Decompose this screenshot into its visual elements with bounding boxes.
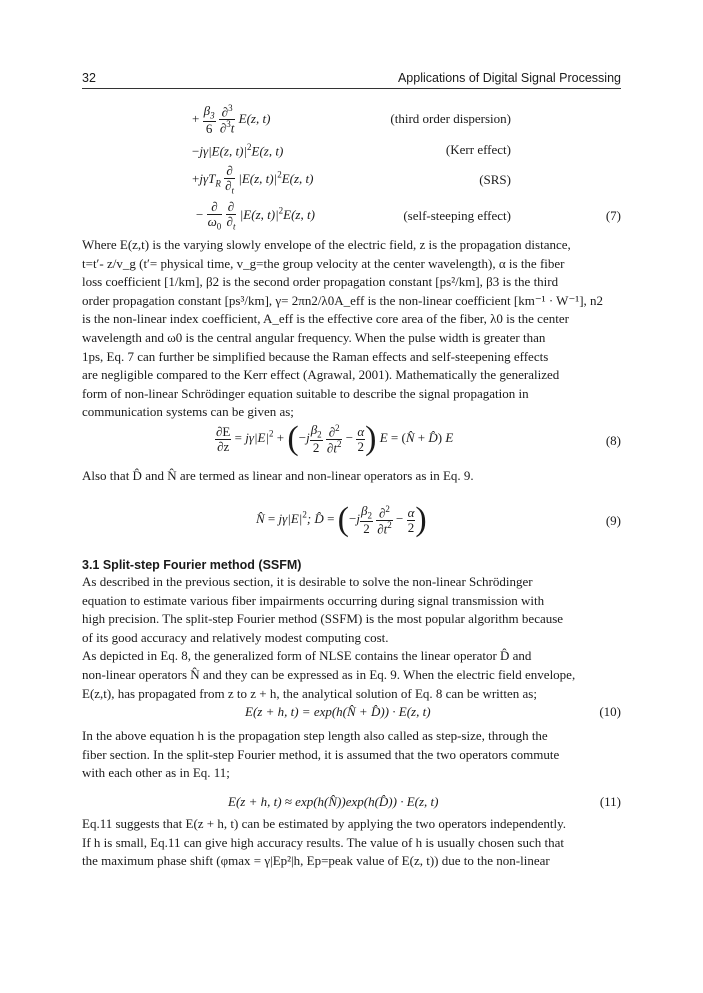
paragraph-3	[82, 573, 621, 703]
paragraph-5	[82, 815, 621, 871]
p3-line-6: non-linear operators N̂ and they can be expressed as in Eq. 9. When the electric field envelope,	[82, 666, 576, 682]
p4-line-2: fiber section. In the split-step Fourier method, it is assumed that the two operators commute	[82, 746, 560, 762]
eq9: N̂ = $j\gamma|E|^2$; D̂ = (−j $\frac{\beta_2}{2}$ $\frac{\partial^2}{\partial t^2}$ − $\frac{\alpha}{2}$ )	[256, 501, 427, 538]
p4-line-3: with each other as in Eq. 11;	[82, 765, 230, 781]
page-number: 32	[82, 71, 96, 85]
p5-line-3: the maximum phase shift (φmax = γ|Ep²|h, Ep=peak value of E(z, t)) due to the non-linear	[82, 853, 550, 869]
eq7-note-1: (third order dispersion)	[390, 111, 511, 126]
p1-line-8: are negligible compared to the Kerr effect (Agrawal, 2001). Mathematically the generalized	[82, 367, 560, 383]
p3-line-7: E(z,t), has propagated from z to z + h, the analytical solution of Eq. 8 can be written as;	[82, 685, 537, 701]
p3-line-1: As described in the previous section, it is desirable to solve the non-linear Schrödinger	[82, 574, 533, 589]
p1-line-2: t=t′- z/v_g (t′= physical time, v_g=the group velocity at the center wavelength), α is the fiber	[82, 255, 565, 271]
paragraph-2	[82, 467, 621, 486]
eq7-line4: − $\frac{\partial}{\omega_0}$ $\frac{\partial}{\partial_t}$ |E(z, $t)|^2E(z$, t)	[196, 199, 315, 232]
eq7-line2: −jγ|E(z, $t)|^2E(z$, t)	[192, 142, 284, 159]
p3-line-5: As depicted in Eq. 8, the generalized form of NLSE contains the linear operator D̂ and	[82, 648, 532, 664]
p1-line-6: wavelength and ω0 is the central angular frequency. When the pulse width is greater than	[82, 329, 546, 345]
p5-line-1: Eq.11 suggests that E(z + h, t) can be estimated by applying the two operators independently.	[82, 816, 566, 831]
p1-line-3: loss coefficient [1/km], β2 is the second order propagation constant [ps²/km], β3 is the third	[82, 274, 559, 290]
running-title: Applications of Digital Signal Processing	[397, 71, 621, 85]
p3-line-3: high precision. The split-step Fourier method (SSFM) is the most popular algorithm because	[82, 611, 564, 627]
eq7-note-4: (self-steeping effect)	[403, 208, 511, 223]
eq7-note-3: (SRS)	[479, 172, 511, 187]
p1-line-10: communication systems can be given as;	[82, 404, 294, 420]
p1-line-4: order propagation constant [ps³/km], γ= 2πn2/λ0A_eff is the non-linear coefficient [km⁻¹ · W⁻¹], n2	[82, 292, 604, 308]
eq7-note-2: (Kerr effect)	[445, 142, 511, 157]
p3-line-4: of its good accuracy and relatively modest computing cost.	[82, 629, 389, 645]
p1-line-1: Where E(z,t) is the varying slowly envelope of the electric field, z is the propagation distance,	[82, 237, 571, 252]
eq8-number: (8)	[605, 433, 621, 448]
eq7-line1: + $\frac{\beta_3}{6}$ $\frac{\partial^3}{\partial^3t}$ E(z, t)	[192, 103, 271, 137]
p1-line-5: is the non-linear index coefficient, A_eff is the effective core area of the fiber, λ0 is the center	[82, 311, 569, 327]
eq11: E(z + h, t) ≈ exp(h(N̂))exp(h(D̂)) · E(z, t)	[228, 794, 439, 809]
paragraph-4	[82, 727, 621, 783]
page-header	[82, 71, 621, 89]
eq11-number: (11)	[599, 794, 621, 809]
p3-line-2: equation to estimate various fiber impairments occurring during signal transmission with	[82, 592, 545, 608]
eq10: E(z + h, t) = exp(h(N̂ + D̂)) · E(z, t)	[245, 704, 431, 719]
p1-line-7: 1ps, Eq. 7 can further be simplified because the Raman effects and self-steepening effects	[82, 348, 549, 364]
p5-line-2: If h is small, Eq.11 can give high accuracy results. The value of h is usually chosen such that	[82, 834, 564, 850]
eq10-number: (10)	[599, 704, 621, 719]
p1-line-9: form of non-linear Schrödinger equation suitable to describe the signal propagation in	[82, 385, 529, 401]
header-rule	[82, 88, 621, 89]
p4-line-1: In the above equation h is the propagation step length also called as step-size, through the	[82, 728, 548, 743]
eq7-number: (7)	[605, 208, 621, 223]
eq7-line3: +jγT$_R$ $\frac{\partial}{\partial_t}$ |E(z, $t)|^2E(z$, t)	[192, 163, 314, 196]
paragraph-1	[82, 236, 621, 422]
eq9-number: (9)	[605, 513, 621, 528]
section-heading: 3.1 Split-step Fourier method (SSFM)	[82, 558, 302, 572]
eq8: $\frac{\partial E}{\partial z}$ = $j\gamma|E|^2 + (-j$ $\frac{\beta_2}{2}$ $\frac{\partial^2}{\partial t^2}$ − $\frac{\alpha}{2}$ ) E = (N̂ + D̂) E	[216, 420, 454, 457]
p2-line-1: Also that D̂ and N̂ are termed as linear and non-linear operators as in Eq. 9.	[82, 468, 474, 483]
